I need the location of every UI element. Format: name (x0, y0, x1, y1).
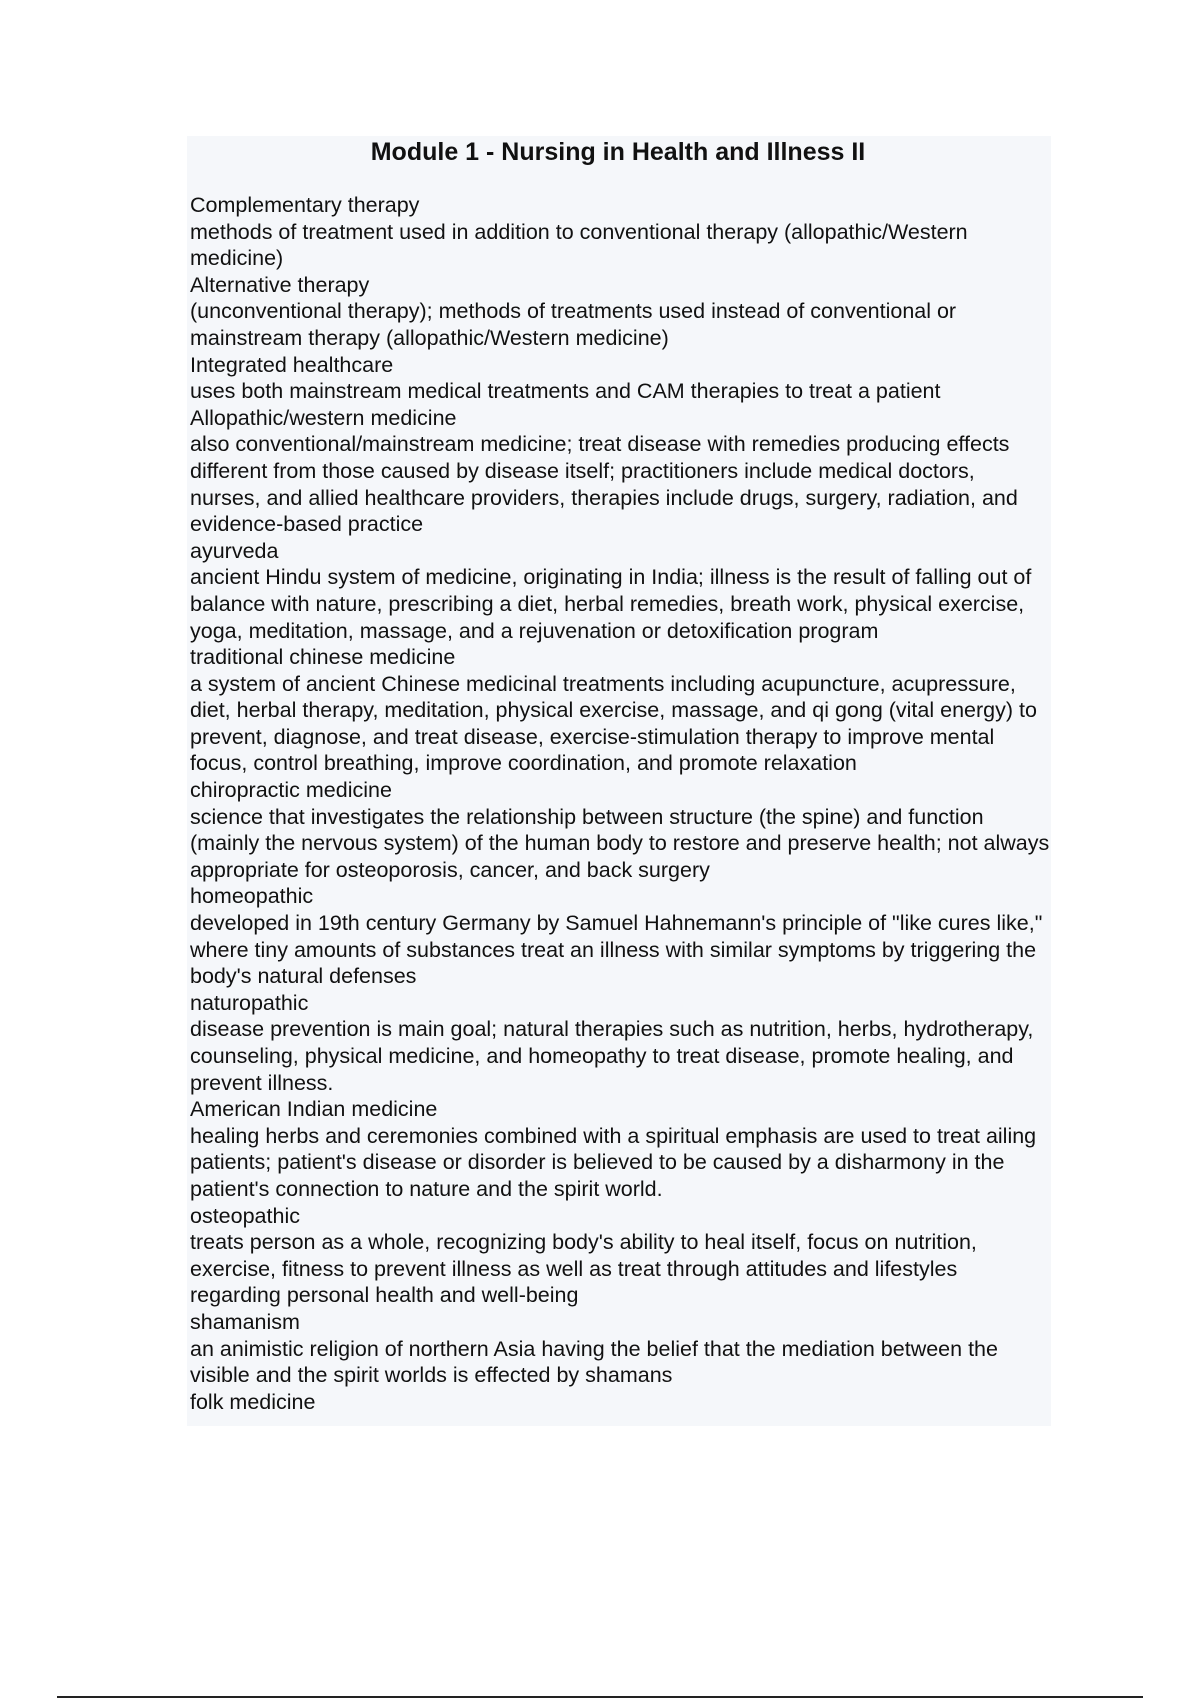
term-entry (190, 883, 1050, 989)
term-heading: folk medicine (190, 1389, 316, 1414)
term-heading: homeopathic (190, 884, 314, 909)
term-entry (190, 272, 1050, 352)
term-heading: Allopathic/western medicine (190, 405, 457, 430)
term-entry (190, 538, 1050, 644)
term-entry (190, 644, 1050, 777)
term-heading: shamanism (190, 1309, 300, 1334)
term-entry (190, 1309, 1050, 1389)
term-definition: methods of treatment used in addition to conventional therapy (allopathic/Western medicine) (190, 219, 968, 271)
term-entry (190, 990, 1050, 1096)
term-heading: American Indian medicine (190, 1097, 438, 1122)
term-definition: an animistic religion of northern Asia having the belief that the mediation between the visible and the spirit worlds is effected by shamans (190, 1336, 998, 1388)
term-heading: Alternative therapy (190, 272, 370, 297)
term-heading: ayurveda (190, 538, 279, 563)
document-title: Module 1 - Nursing in Health and Illness II (370, 138, 866, 166)
term-heading: Complementary therapy (190, 193, 420, 217)
term-definition: also conventional/mainstream medicine; treat disease with remedies producing effects different from those caused by disease itself; practitioners include medical doctors, nurses, and allied healthcare providers, therapies include drugs, surgery, radiation, and evidence-based practice (190, 432, 1018, 537)
term-definition: treats person as a whole, recognizing body's ability to heal itself, focus on nutrition, exercise, fitness to prevent illness as well as treat through attitudes and lifestyles regarding personal health and well-being (190, 1230, 977, 1308)
term-definition: healing herbs and ceremonies combined with a spiritual emphasis are used to treat ailing patients; patient's disease or disorder is believed to be caused by a disharmony in the patient's connection to nature and the spirit world. (190, 1123, 1037, 1201)
term-heading: osteopathic (190, 1203, 300, 1228)
term-entry (190, 1203, 1050, 1309)
term-entry (190, 192, 1050, 272)
term-list (190, 192, 1050, 1415)
term-heading: Integrated healthcare (190, 352, 394, 377)
term-definition: uses both mainstream medical treatments and CAM therapies to treat a patient (190, 379, 941, 404)
term-entry (190, 1389, 1050, 1416)
bottom-divider (57, 1696, 1143, 1698)
term-definition: ancient Hindu system of medicine, originating in India; illness is the result of falling out of balance with nature, prescribing a diet, herbal remedies, breath work, physical exercise, yoga, meditation, massage, and a rejuvenation or detoxification program (190, 565, 1032, 643)
term-entry (190, 352, 1050, 405)
term-heading: traditional chinese medicine (190, 645, 456, 670)
term-definition: developed in 19th century Germany by Samuel Hahnemann's principle of "like cures like," where tiny amounts of substances treat an illness with similar symptoms by triggering the body's natural defenses (190, 911, 1043, 989)
term-entry (190, 1096, 1050, 1202)
term-definition: science that investigates the relationship between structure (the spine) and function (mainly the nervous system) of the human body to restore and preserve health; not always appropriate for osteoporosis, cancer, and back surgery (190, 804, 1050, 882)
term-heading: naturopathic (190, 990, 309, 1015)
term-entry (190, 777, 1050, 883)
term-definition: disease prevention is main goal; natural therapies such as nutrition, herbs, hydrotherapy, counseling, physical medicine, and homeopathy to treat disease, promote healing, and prevent illness. (190, 1017, 1034, 1095)
term-definition: a system of ancient Chinese medicinal treatments including acupuncture, acupressure, diet, herbal therapy, meditation, physical exercise, massage, and qi gong (vital energy) to prevent, diagnose, and treat disease, exercise-stimulation therapy to improve mental focus, control breathing, improve coordination, and promote relaxation (190, 671, 1037, 776)
term-definition: (unconventional therapy); methods of treatments used instead of conventional or mainstream therapy (allopathic/Western medicine) (190, 299, 957, 350)
term-heading: chiropractic medicine (190, 778, 392, 803)
term-entry (190, 405, 1050, 538)
